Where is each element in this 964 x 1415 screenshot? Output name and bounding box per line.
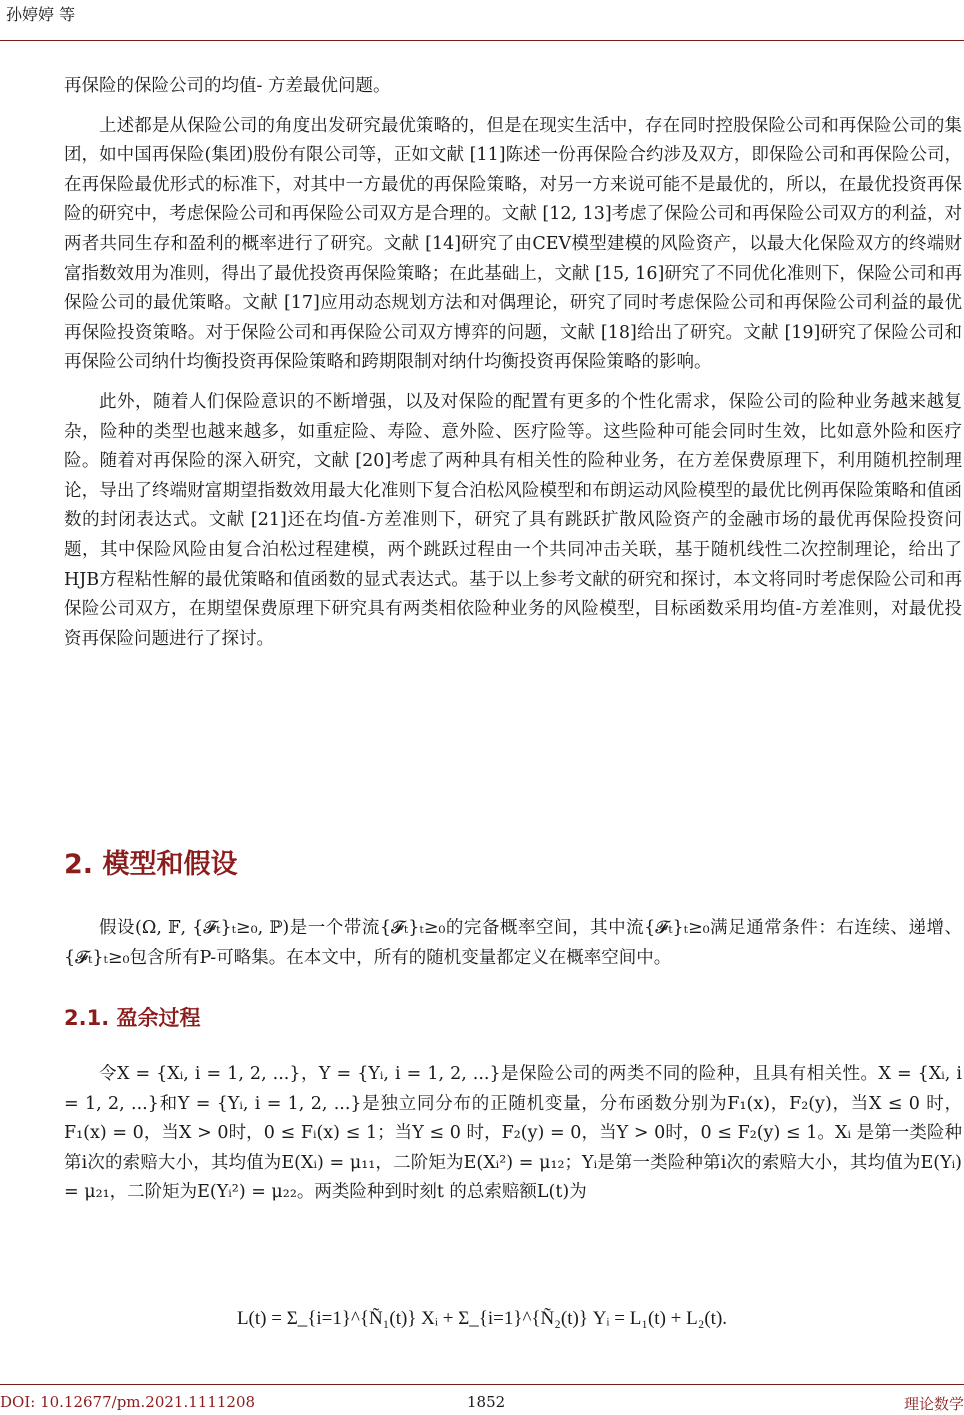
equation-display [0,1280,964,1350]
section-body [64,914,962,973]
paragraph-1: 上述都是从保险公司的角度出发研究最优策略的，但是在现实生活中，存在同时控股保险公司和再保险公司的集团，如中国再保险(集团)股份有限公司等，正如文献 [11]陈述一份再保险合约涉及双方，即保险公司和再保险公司，在再保险最优形式的标准下，对其中一方最优的再保险策略，对另一方来说可能不是最优的，所以，在最优投资再保险的研究中，考虑保险公司和再保险公司双方是合理的。文献 [12, 13]考虑了保险公司和再保险公司双方的利益，对两者共同生存和盈利的概率进行了研究。文献 [14]研究了由CEV模型建模的风险资产，以最大化保险双方的终端财富指数效用为准则，得出了最优投资再保险策略；在此基础上，文献 [15, 16]研究了不同优化准则下，保险公司和再保险公司的最优策略。文献 [17]应用动态规划方法和对偶理论，研究了同时考虑保险公司和再保险公司利益的最优再保险投资策略。对于保险公司和再保险公司双方博弈的问题，文献 [18]给出了研究。文献 [19]研究了保险公司和再保险公司纳什均衡投资再保险策略和跨期限制对纳什均衡投资再保险策略的影响。 [64,115,962,373]
section-title: 2. 模型和假设 [64,849,238,880]
running-head-authors: 孙婷婷 等 [6,5,76,24]
paragraph-0: 再保险的保险公司的均值- 方差最优问题。 [64,76,391,96]
intro-body [64,72,962,664]
subsection-body [64,1060,962,1208]
section-paragraph: 假设(Ω, 𝔽, {𝓕ₜ}ₜ≥₀, ℙ)是一个带流{𝓕ₜ}ₜ≥₀的完备概率空间，其中流{𝓕ₜ}ₜ≥₀满足通常条件：右连续、递增、{𝓕ₜ}ₜ≥₀包含所有P-可略集。在本文中，所有的随机变量都定义在概率空间中。 [64,918,962,968]
page-number: 1852 [467,1393,506,1411]
doi-link[interactable]: DOI: 10.12677/pm.2021.1111208 [0,1393,256,1411]
subsection-paragraph: 令X = {Xᵢ, i = 1, 2, ...}，Y = {Yᵢ, i = 1, 2, ...}是保险公司的两类不同的险种，且具有相关性。X = {Xᵢ, i = 1, 2, ...}和Y = {Yᵢ, i = 1, 2, ...}是独立同分布的正随机变量，分布函数分别为F₁(x)，F₂(y)，当X ≤ 0 时，F₁(x) = 0，当X > 0时，0 ≤ Fᵢ(x) ≤ 1；当Y ≤ 0 时，F₂(y) = 0，当Y > 0时，0 ≤ F₂(y) ≤ 1。Xᵢ 是第一类险种第i次的索赔大小，其均值为E(Xᵢ) = μ₁₁，二阶矩为E(Xᵢ²) = μ₁₂；Yᵢ是第一类险种第i次的索赔大小，其均值为E(Yᵢ) = μ₂₁，二阶矩为E(Yᵢ²) = μ₂₂。两类险种到时刻t 的总索赔额L(t)为 [64,1064,962,1203]
page-footer [0,1384,964,1415]
journal-name: 理论数学 [903,1395,964,1413]
equation-text: L(t) = Σ_{i=1}^{Ñ₁(t)} Xᵢ + Σ_{i=1}^{Ñ₂(t)} Yᵢ = L₁(t) + L₂(t). [236,1308,728,1329]
page-header [0,0,964,41]
subsection-title: 2.1. 盈余过程 [64,1006,201,1030]
paragraph-2: 此外，随着人们保险意识的不断增强，以及对保险的配置有更多的个性化需求，保险公司的险种业务越来越复杂，险种的类型也越来越多，如重症险、寿险、意外险、医疗险等。这些险种可能会同时生效，比如意外险和医疗险。随着对再保险的深入研究，文献 [20]考虑了两种具有相关性的险种业务，在方差保费原理下，利用随机控制理论，导出了终端财富期望指数效用最大化准则下复合泊松风险模型和布朗运动风险模型的最优比例再保险策略和值函数的封闭表达式。文献 [21]还在均值-方差准则下，研究了具有跳跃扩散风险资产的金融市场的最优再保险投资问题，其中保险风险由复合泊松过程建模，两个跳跃过程由一个共同冲击关联，基于随机线性二次控制理论，给出了HJB方程粘性解的最优策略和值函数的显式表达式。基于以上参考文献的研究和探讨，本文将同时考虑保险公司和再保险公司双方，在期望保费原理下研究具有两类相依险种业务的风险模型，目标函数采用均值-方差准则，对最优投资再保险问题进行了探讨。 [64,391,962,649]
